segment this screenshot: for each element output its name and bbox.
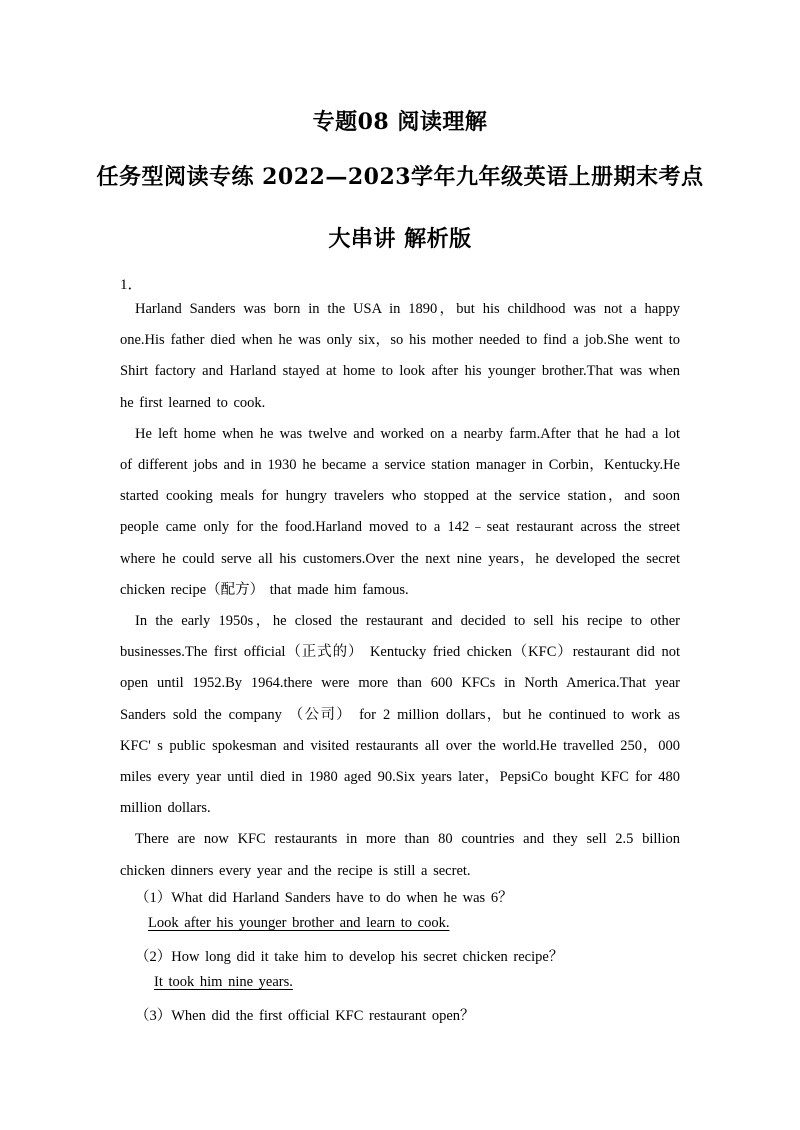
answer-1-line	[140, 915, 700, 932]
question-number: 1．	[120, 277, 143, 293]
answer-1: Look after his younger brother and learn to cook.	[148, 915, 450, 931]
passage-paragraph: He left home when he was twelve and worked on a nearby farm.After that he had a lot of different jobs and in 1930 he became a service station manager in Corbin，Kentucky.He started cooking meals for hungry travelers who stopped at the service station，and soon people came only for the food.Harland moved to a 142﹣seat restaurant across the street where he could serve all his customers.Over the next nine years，he developed the secret chicken recipe（配方） that made him famous.	[120, 425, 680, 598]
answer-2: It took him nine years.	[154, 974, 293, 990]
question-3: （3）When did the first official KFC restaurant open？	[135, 1008, 475, 1024]
document-subtitle: 任务型阅读专练 2022—2023学年九年级英语上册期末考点	[96, 164, 704, 190]
answer-2-line	[146, 974, 706, 991]
passage-paragraph: In the early 1950s，he closed the restaurant and decided to sell his recipe to other businesses.The first official（正式的） Kentucky fried chicken（KFC）restaurant did not open until 1952.By 1964.there were more than 600 KFCs in North America.That year Sanders sold the company （公司） for 2 million dollars，but he continued to work as KFC' s public spokesman and visited restaurants all over the world.He travelled 250，000 miles every year until died in 1980 aged 90.Six years later，PepsiCo bought KFC for 480 million dollars.	[120, 613, 680, 817]
document-title: 专题08 阅读理解	[312, 109, 488, 135]
passage-paragraph: There are now KFC restaurants in more than 80 countries and they sell 2.5 billion chicken dinners every year and the recipe is still a secret.	[120, 831, 680, 879]
reading-passage	[120, 294, 680, 887]
question-1: （1）What did Harland Sanders have to do when he was 6？	[135, 890, 513, 906]
document-subtitle-continued: 大串讲 解析版	[328, 226, 472, 252]
question-2: （2）How long did it take him to develop his secret chicken recipe？	[135, 949, 564, 965]
passage-paragraph: Harland Sanders was born in the USA in 1890，but his childhood was not a happy one.His father died when he was only six，so his mother needed to find a job.She went to Shirt factory and Harland stayed at home to look after his younger brother.That was when he first learned to cook.	[120, 301, 680, 411]
